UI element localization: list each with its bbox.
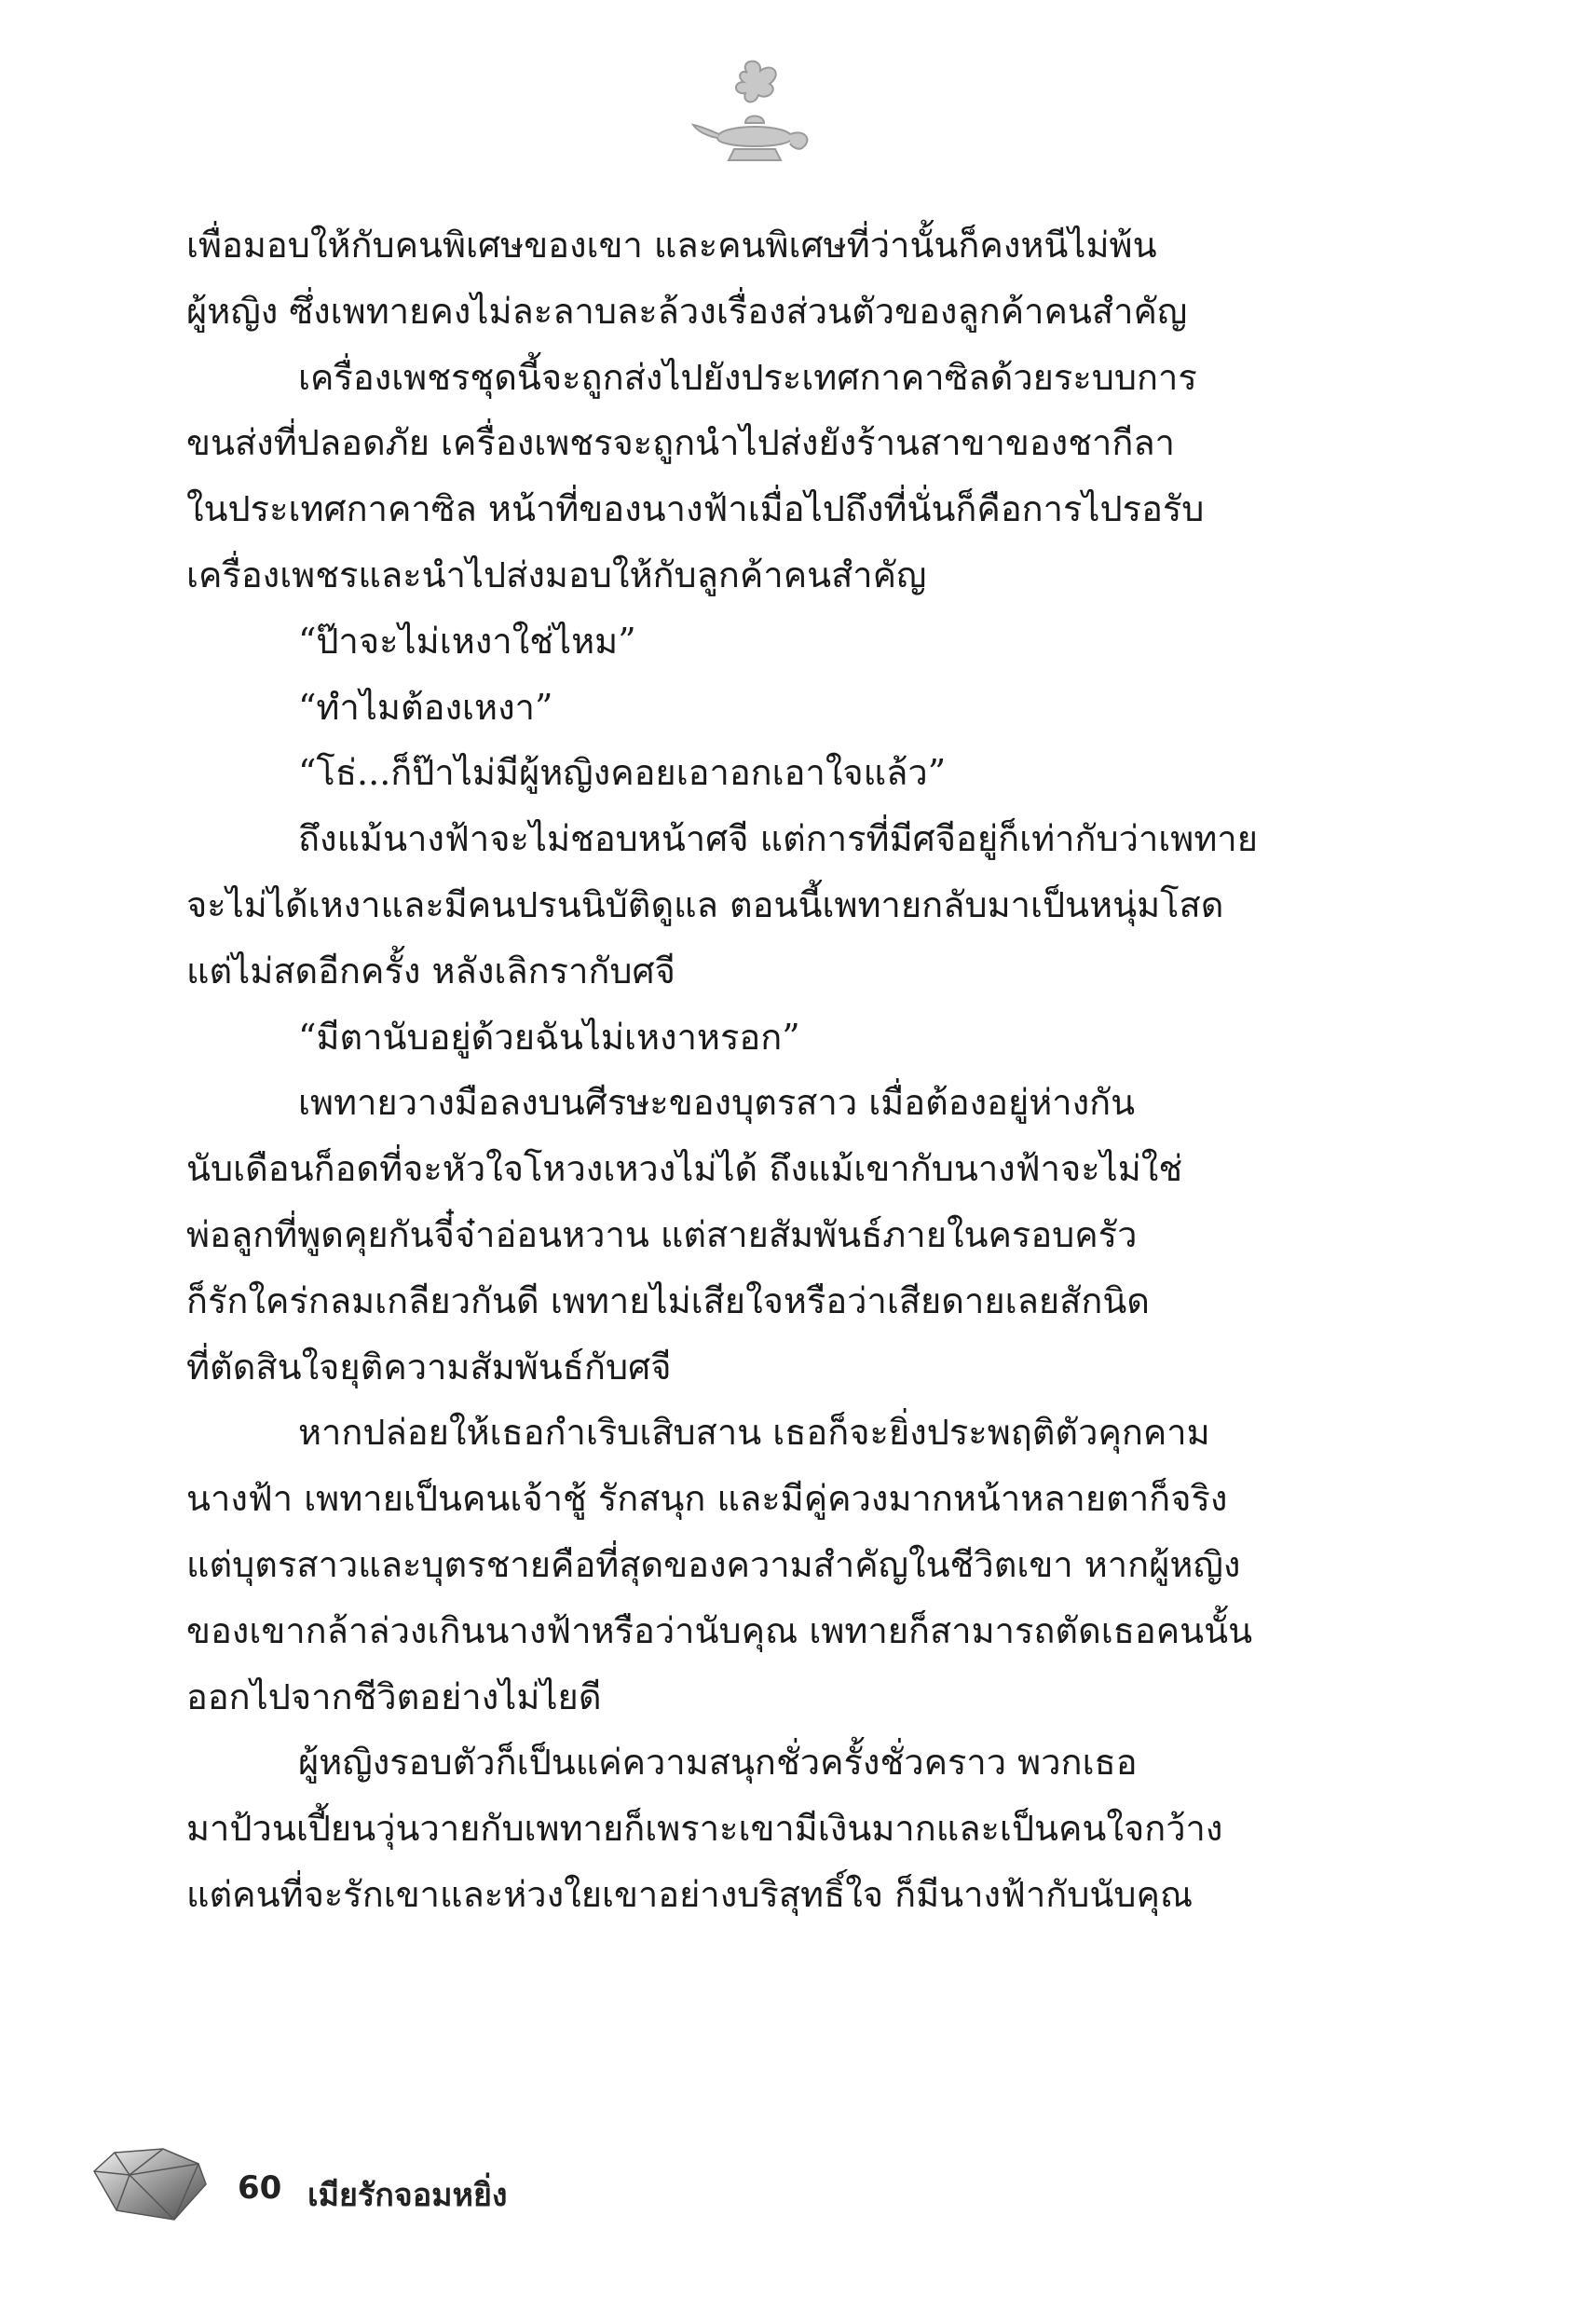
book-title: เมียรักจอมหยิ่ง <box>307 2177 508 2214</box>
text-line: ออกไปจากชีวิตอย่างไม่ไยดี <box>186 1675 602 1717</box>
text-line: เพทายวางมือลงบนศีรษะของบุตรสาว เมื่อต้องอยู่ห่างกัน <box>298 1082 1136 1124</box>
text-line: มาป้วนเปี้ยนวุ่นวายกับเพทายก็เพราะเขามีเงินมากและเป็นคนใจกว้าง <box>186 1808 1223 1850</box>
text-line: หากปล่อยให้เธอกำเริบเสิบสาน เธอก็จะยิ่งประพฤติตัวคุกคาม <box>298 1412 1210 1454</box>
text-line: แต่บุตรสาวและบุตรชายคือที่สุดของความสำคัญในชีวิตเขา หากผู้หญิง <box>186 1543 1241 1585</box>
diamond-icon <box>89 2143 210 2227</box>
text-line: เพื่อมอบให้กับคนพิเศษของเขา และคนพิเศษที่ว่านั้นก็คงหนีไม่พ้น <box>186 225 1157 266</box>
text-line: ผู้หญิงรอบตัวก็เป็นแค่ความสนุกชั่วครั้งชั่วคราว พวกเธอ <box>298 1742 1138 1784</box>
text-line: จะไม่ได้เหงาและมีคนปรนนิบัติดูแล ตอนนี้เพทายกลับมาเป็นหนุ่มโสด <box>186 883 1224 925</box>
text-line: ขนส่งที่ปลอดภัย เครื่องเพชรจะถูกนำไปส่งยังร้านสาขาของชากีลา <box>186 422 1175 464</box>
text-line: ที่ตัดสินใจยุติความสัมพันธ์กับศจี <box>186 1346 672 1388</box>
text-line: ในประเทศกาคาซิล หน้าที่ของนางฟ้าเมื่อไปถึงที่นั่นก็คือการไปรอรับ <box>186 488 1205 530</box>
text-line: นางฟ้า เพทายเป็นคนเจ้าชู้ รักสนุก และมีคู่ควงมากหน้าหลายตาก็จริง <box>186 1478 1228 1520</box>
text-line: พ่อลูกที่พูดคุยกันจี๋จ๋าอ่อนหวาน แต่สายสัมพันธ์ภายในครอบครัว <box>186 1213 1138 1255</box>
text-line: ผู้หญิง ซึ่งเพทายคงไม่ละลาบละล้วงเรื่องส่วนตัวของลูกค้าคนสำคัญ <box>186 290 1188 332</box>
text-line: ถึงแม้นางฟ้าจะไม่ชอบหน้าศจี แต่การที่มีศจีอยู่ก็เท่ากับว่าเพทาย <box>298 818 1258 860</box>
text-line: เครื่องเพชรและนำไปส่งมอบให้กับลูกค้าคนสำคัญ <box>186 554 927 595</box>
text-line: ของเขากล้าล่วงเกินนางฟ้าหรือว่านับคุณ เพทายก็สามารถตัดเธอคนนั้น <box>186 1609 1253 1651</box>
text-line: ก็รักใคร่กลมเกลียวกันดี เพทายไม่เสียใจหรือว่าเสียดายเลยสักนิด <box>186 1279 1150 1321</box>
text-line: แต่ไม่สดอีกครั้ง หลังเลิกรากับศจี <box>186 950 675 991</box>
text-line: แต่คนที่จะรักเขาและห่วงใยเขาอย่างบริสุทธิ์ใจ ก็มีนางฟ้ากับนับคุณ <box>186 1873 1194 1915</box>
text-line: “ทำไมต้องเหงา” <box>298 686 553 728</box>
page-number: 60 <box>238 2169 282 2207</box>
body-text <box>186 212 1332 1928</box>
magic-lamp-icon <box>689 56 820 177</box>
text-line: “มีตานับอยู่ด้วยฉันไม่เหงาหรอก” <box>298 1016 800 1058</box>
text-line: “โธ่...ก็ป๊าไม่มีผู้หญิงคอยเอาอกเอาใจแล้ว” <box>298 752 947 794</box>
text-line: นับเดือนก็อดที่จะหัวใจโหวงเหวงไม่ได้ ถึงแม้เขากับนางฟ้าจะไม่ใช่ <box>186 1148 1183 1190</box>
text-line: เครื่องเพชรชุดนี้จะถูกส่งไปยังประเทศกาคาซิลด้วยระบบการ <box>298 356 1197 398</box>
text-line: “ป๊าจะไม่เหงาใช่ไหม” <box>298 620 636 662</box>
page-footer <box>89 2143 741 2227</box>
